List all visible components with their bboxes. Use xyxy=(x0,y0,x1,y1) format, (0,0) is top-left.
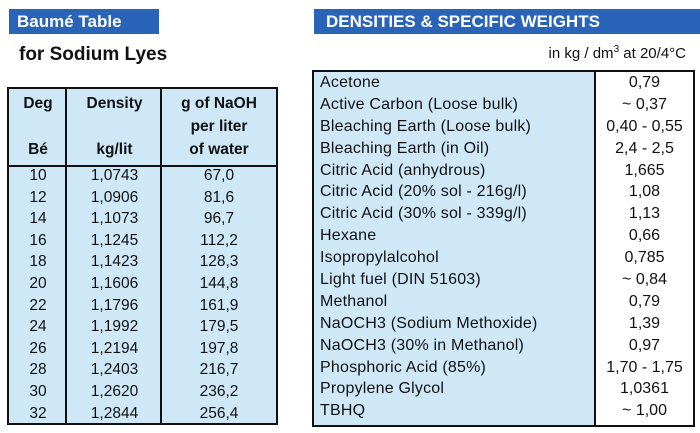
density-cell: 1,1073 xyxy=(90,210,139,228)
naoh-cell: 197,8 xyxy=(199,339,239,357)
density-value-cell: 0,79 xyxy=(628,74,661,91)
naoh-cell: 96,7 xyxy=(203,210,235,228)
units-sup: 3 xyxy=(613,44,620,55)
baume-table-body xyxy=(9,165,276,424)
header-density-unit: kg/lit xyxy=(96,141,133,158)
baume-table xyxy=(7,87,278,425)
table-row xyxy=(9,273,276,295)
table-row xyxy=(9,403,276,425)
table-row xyxy=(314,247,693,269)
table-row xyxy=(9,208,276,230)
density-cell: 1,2620 xyxy=(90,382,139,400)
density-cell: 1,1245 xyxy=(90,231,139,249)
baume-table-banner: Baumé Table xyxy=(9,9,159,34)
units-pre: in kg / dm xyxy=(548,45,614,62)
table-row xyxy=(314,313,693,335)
table-row xyxy=(314,378,693,400)
table-row xyxy=(314,72,693,94)
density-cell: 1,1423 xyxy=(90,253,139,271)
densities-banner: DENSITIES & SPECIFIC WEIGHTS xyxy=(314,9,700,34)
naoh-cell: 179,5 xyxy=(199,318,239,336)
density-value-cell: 0,97 xyxy=(628,336,661,354)
naoh-cell: 236,2 xyxy=(199,382,239,400)
table-row xyxy=(9,165,276,187)
substance-cell: Citric Acid (30% sol - 339g/l) xyxy=(320,205,527,223)
deg-cell: 14 xyxy=(29,210,47,228)
density-value-cell: 1,39 xyxy=(628,314,661,332)
substance-cell: NaOCH3 (Sodium Methoxide) xyxy=(320,314,538,332)
density-cell: 1,0906 xyxy=(90,188,139,206)
deg-cell: 18 xyxy=(29,253,47,271)
density-cell: 1,1992 xyxy=(90,318,139,336)
table-row xyxy=(314,181,693,203)
naoh-cell: 112,2 xyxy=(200,231,238,249)
table-row xyxy=(9,381,276,403)
header-be: Bé xyxy=(28,141,48,158)
substance-cell: Acetone xyxy=(320,74,381,91)
density-cell: 1,1606 xyxy=(90,274,139,292)
density-value-cell: 1,0361 xyxy=(620,380,669,398)
density-cell: 1,0743 xyxy=(90,167,139,184)
baume-table-header xyxy=(9,89,276,167)
deg-cell: 24 xyxy=(29,318,47,336)
density-cell: 1,1796 xyxy=(90,296,139,314)
deg-cell: 16 xyxy=(29,231,47,249)
density-value-cell: 0,66 xyxy=(628,227,661,245)
density-cell: 1,2194 xyxy=(90,339,139,357)
density-value-cell: 0,785 xyxy=(624,249,665,267)
substance-cell: Light fuel (DIN 51603) xyxy=(320,271,481,289)
table-row xyxy=(314,357,693,379)
table-row xyxy=(9,359,276,381)
table-row xyxy=(314,116,693,138)
substance-cell: Active Carbon (Loose bulk) xyxy=(320,95,519,113)
units-label xyxy=(549,44,686,62)
density-value-cell: 1,13 xyxy=(628,205,661,223)
table-row xyxy=(314,225,693,247)
density-cell: 1,2844 xyxy=(90,404,139,422)
density-value-cell: ~ 0,37 xyxy=(622,95,667,113)
density-cell: 1,2403 xyxy=(90,361,139,379)
header-deg: Deg xyxy=(23,95,53,112)
table-row xyxy=(9,316,276,338)
header-naoh-3: of water xyxy=(189,141,249,158)
density-value-cell: ~ 0,84 xyxy=(622,271,667,289)
table-row xyxy=(9,295,276,317)
naoh-cell: 144,8 xyxy=(199,274,239,292)
naoh-cell: 128,3 xyxy=(199,253,239,271)
density-value-cell: 0,79 xyxy=(628,292,661,310)
deg-cell: 28 xyxy=(29,361,47,379)
density-value-cell: 1,665 xyxy=(624,161,665,179)
density-value-cell: 0,40 - 0,55 xyxy=(606,117,683,135)
substance-cell: Bleaching Earth (in Oil) xyxy=(320,139,490,157)
density-value-cell: 1,70 - 1,75 xyxy=(606,358,683,376)
table-row xyxy=(9,187,276,209)
substance-cell: Citric Acid (20% sol - 216g/l) xyxy=(320,183,527,201)
table-row xyxy=(314,138,693,160)
substance-cell: Hexane xyxy=(320,227,377,245)
substance-cell: Citric Acid (anhydrous) xyxy=(320,161,486,179)
deg-cell: 12 xyxy=(29,188,47,206)
table-row xyxy=(314,203,693,225)
deg-cell: 20 xyxy=(29,274,47,292)
table-row xyxy=(9,251,276,273)
deg-cell: 22 xyxy=(29,296,47,314)
density-value-cell: 2,4 - 2,5 xyxy=(615,139,674,157)
sodium-lyes-subtitle: for Sodium Lyes xyxy=(19,44,168,65)
table-row xyxy=(314,94,693,116)
header-naoh-2: per liter xyxy=(190,118,248,135)
header-density: Density xyxy=(86,95,143,112)
table-row xyxy=(9,338,276,360)
substance-cell: Propylene Glycol xyxy=(320,380,445,398)
table-row xyxy=(314,291,693,313)
substance-cell: Isopropylalcohol xyxy=(320,249,439,267)
deg-cell: 30 xyxy=(29,382,47,400)
table-row xyxy=(314,335,693,357)
substance-cell: Phosphoric Acid (85%) xyxy=(320,358,487,376)
naoh-cell: 256,4 xyxy=(199,404,239,422)
header-naoh-1: g of NaOH xyxy=(181,95,257,112)
substance-cell: Bleaching Earth (Loose bulk) xyxy=(320,117,532,135)
deg-cell: 26 xyxy=(29,339,47,357)
densities-table xyxy=(312,70,695,427)
table-row xyxy=(314,160,693,182)
density-value-cell: ~ 1,00 xyxy=(622,402,667,420)
table-row xyxy=(314,269,693,291)
deg-cell: 10 xyxy=(29,167,47,184)
units-post: at 20/4°C xyxy=(619,45,686,62)
substance-cell: TBHQ xyxy=(320,402,366,420)
table-row xyxy=(314,400,693,422)
deg-cell: 32 xyxy=(29,404,47,422)
substance-cell: Methanol xyxy=(320,292,388,310)
naoh-cell: 216,7 xyxy=(199,361,239,379)
naoh-cell: 81,6 xyxy=(203,188,235,206)
table-row xyxy=(9,230,276,252)
density-value-cell: 1,08 xyxy=(628,183,661,201)
naoh-cell: 67,0 xyxy=(203,167,235,184)
substance-cell: NaOCH3 (30% in Methanol) xyxy=(320,336,524,354)
naoh-cell: 161,9 xyxy=(199,296,239,314)
